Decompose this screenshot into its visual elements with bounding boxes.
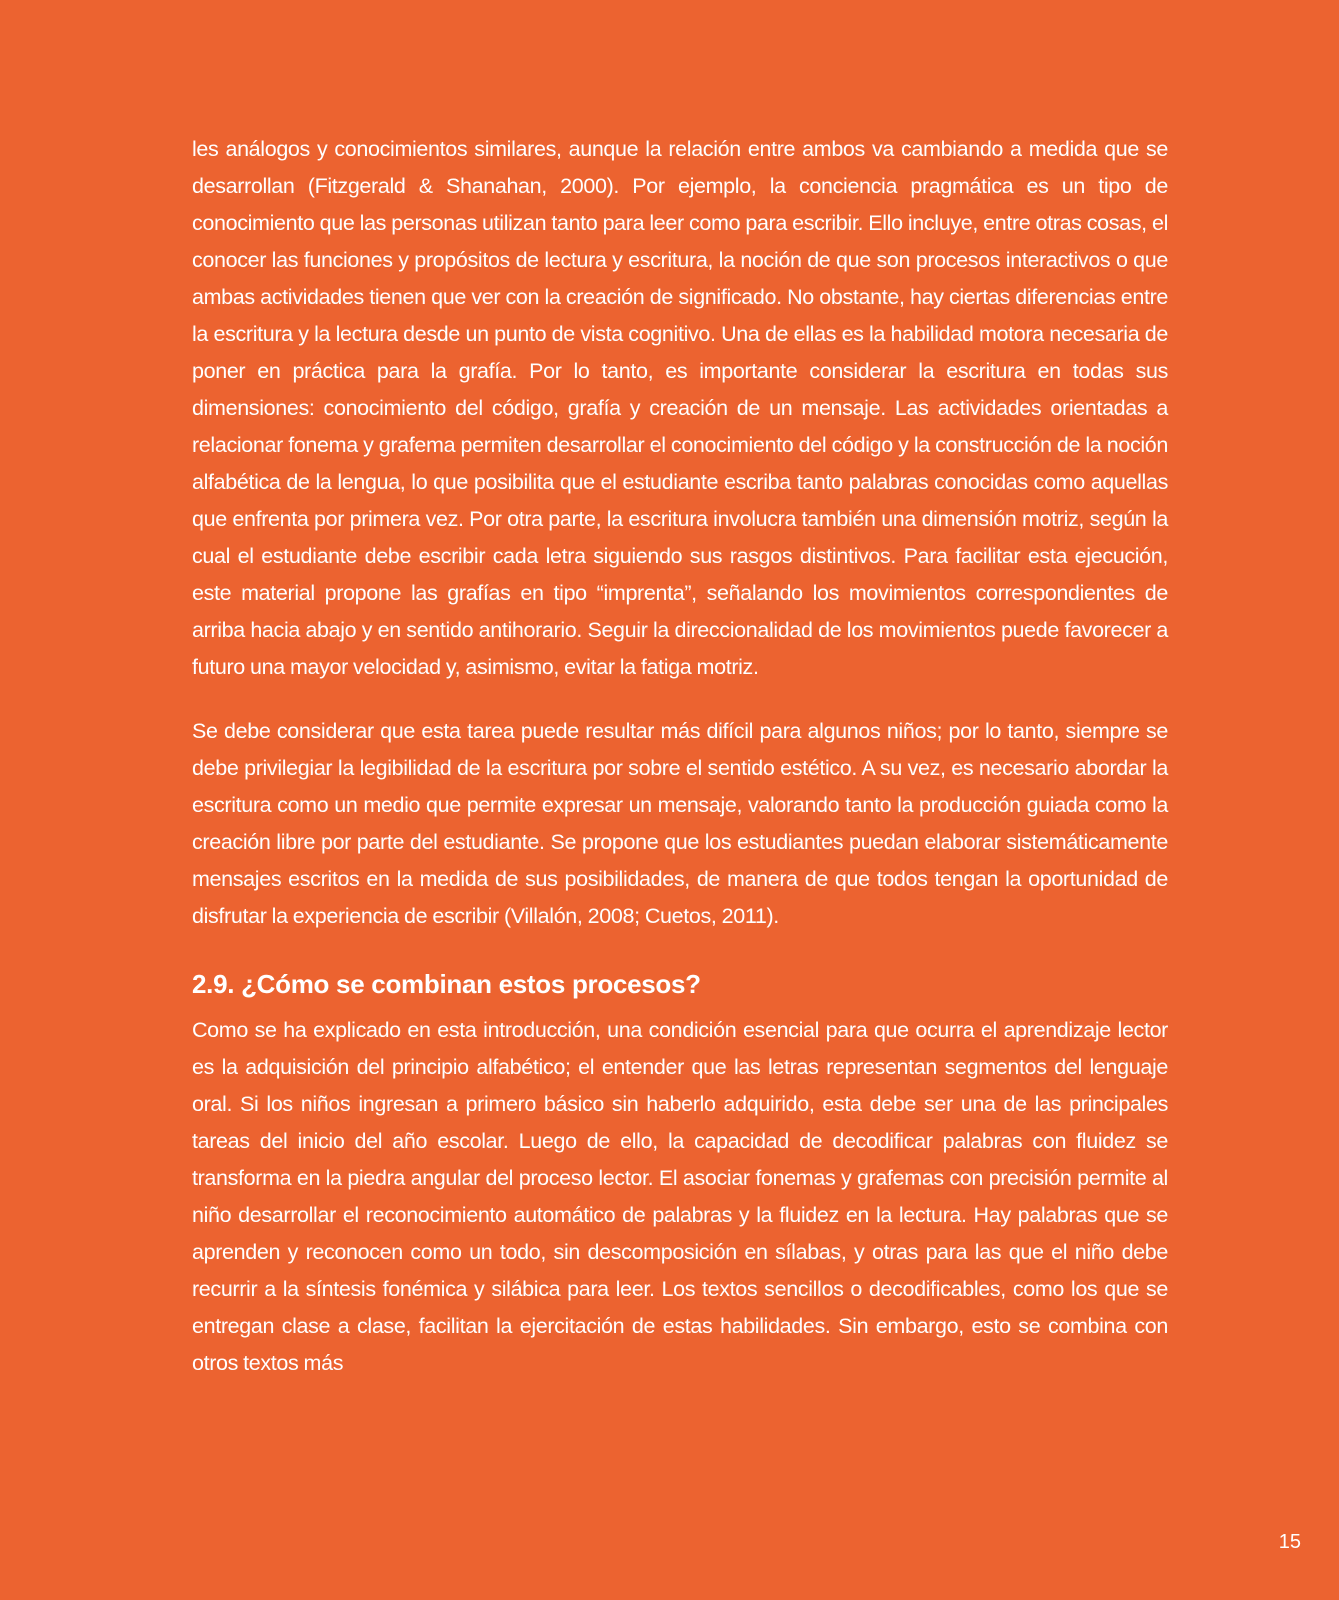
- body-paragraph-2: Se debe considerar que esta tarea puede resultar más difícil para algunos niños; por lo tanto, siempre se debe privilegiar la legibilidad de la escritura por sobre el sentido estético. A su vez, es necesario abordar la escritura como un medio que permite expresar un mensaje, valorando tanto la producción guiada como la creación libre por parte del estudiante. Se propone que los estudiantes puedan elaborar sistemáticamente mensajes escritos en la medida de sus posibilidades, de manera de que todos tengan la oportunidad de disfrutar la experiencia de escribir (Villalón, 2008; Cuetos, 2011).: [192, 719, 1168, 928]
- page-number: 15: [1278, 1531, 1301, 1553]
- body-paragraph-1: les análogos y conocimientos similares, aunque la relación entre ambos va cambiando a medida que se desarrollan (Fitzgerald & Shanahan, 2000). Por ejemplo, la conciencia pragmática es un tipo de conocimiento que las personas utilizan tanto para leer como para escribir. Ello incluye, entre otras cosas, el conocer las funciones y propósitos de lectura y escritura, la noción de que son procesos interactivos o que ambas actividades tienen que ver con la creación de significado. No obstante, hay ciertas diferencias entre la escritura y la lectura desde un punto de vista cognitivo. Una de ellas es la habilidad motora necesaria de poner en práctica para la grafía. Por lo tanto, es importante considerar la escritura en todas sus dimensiones: conocimiento del código, grafía y creación de un mensaje. Las actividades orientadas a relacionar fonema y grafema permiten desarrollar el conocimiento del código y la construcción de la noción alfabética de la lengua, lo que posibilita que el estudiante escriba tanto palabras conocidas como aquellas que enfrenta por primera vez. Por otra parte, la escritura involucra también una dimensión motriz, según la cual el estudiante debe escribir cada letra siguiendo sus rasgos distintivos. Para facilitar esta ejecución, este material propone las grafías en tipo “imprenta”, señalando los movimientos correspondientes de arriba hacia abajo y en sentido antihorario. Seguir la direccionalidad de los movimientos puede favorecer a futuro una mayor velocidad y, asimismo, evitar la fatiga motriz.: [192, 137, 1168, 679]
- section-heading: 2.9. ¿Cómo se combinan estos procesos?: [192, 969, 701, 999]
- page-body: [192, 131, 1168, 1382]
- body-paragraph-3: Como se ha explicado en esta introducción, una condición esencial para que ocurra el aprendizaje lector es la adquisición del principio alfabético; el entender que las letras representan segmentos del lenguaje oral. Si los niños ingresan a primero básico sin haberlo adquirido, esta debe ser una de las principales tareas del inicio del año escolar. Luego de ello, la capacidad de decodificar palabras con fluidez se transforma en la piedra angular del proceso lector. El asociar fonemas y grafemas con precisión permite al niño desarrollar el reconocimiento automático de palabras y la fluidez en la lectura. Hay palabras que se aprenden y reconocen como un todo, sin descomposición en sílabas, y otras para las que el niño debe recurrir a la síntesis fonémica y silábica para leer. Los textos sencillos o decodificables, como los que se entregan clase a clase, facilitan la ejercitación de estas habilidades. Sin embargo, esto se combina con otros textos más: [192, 1018, 1168, 1375]
